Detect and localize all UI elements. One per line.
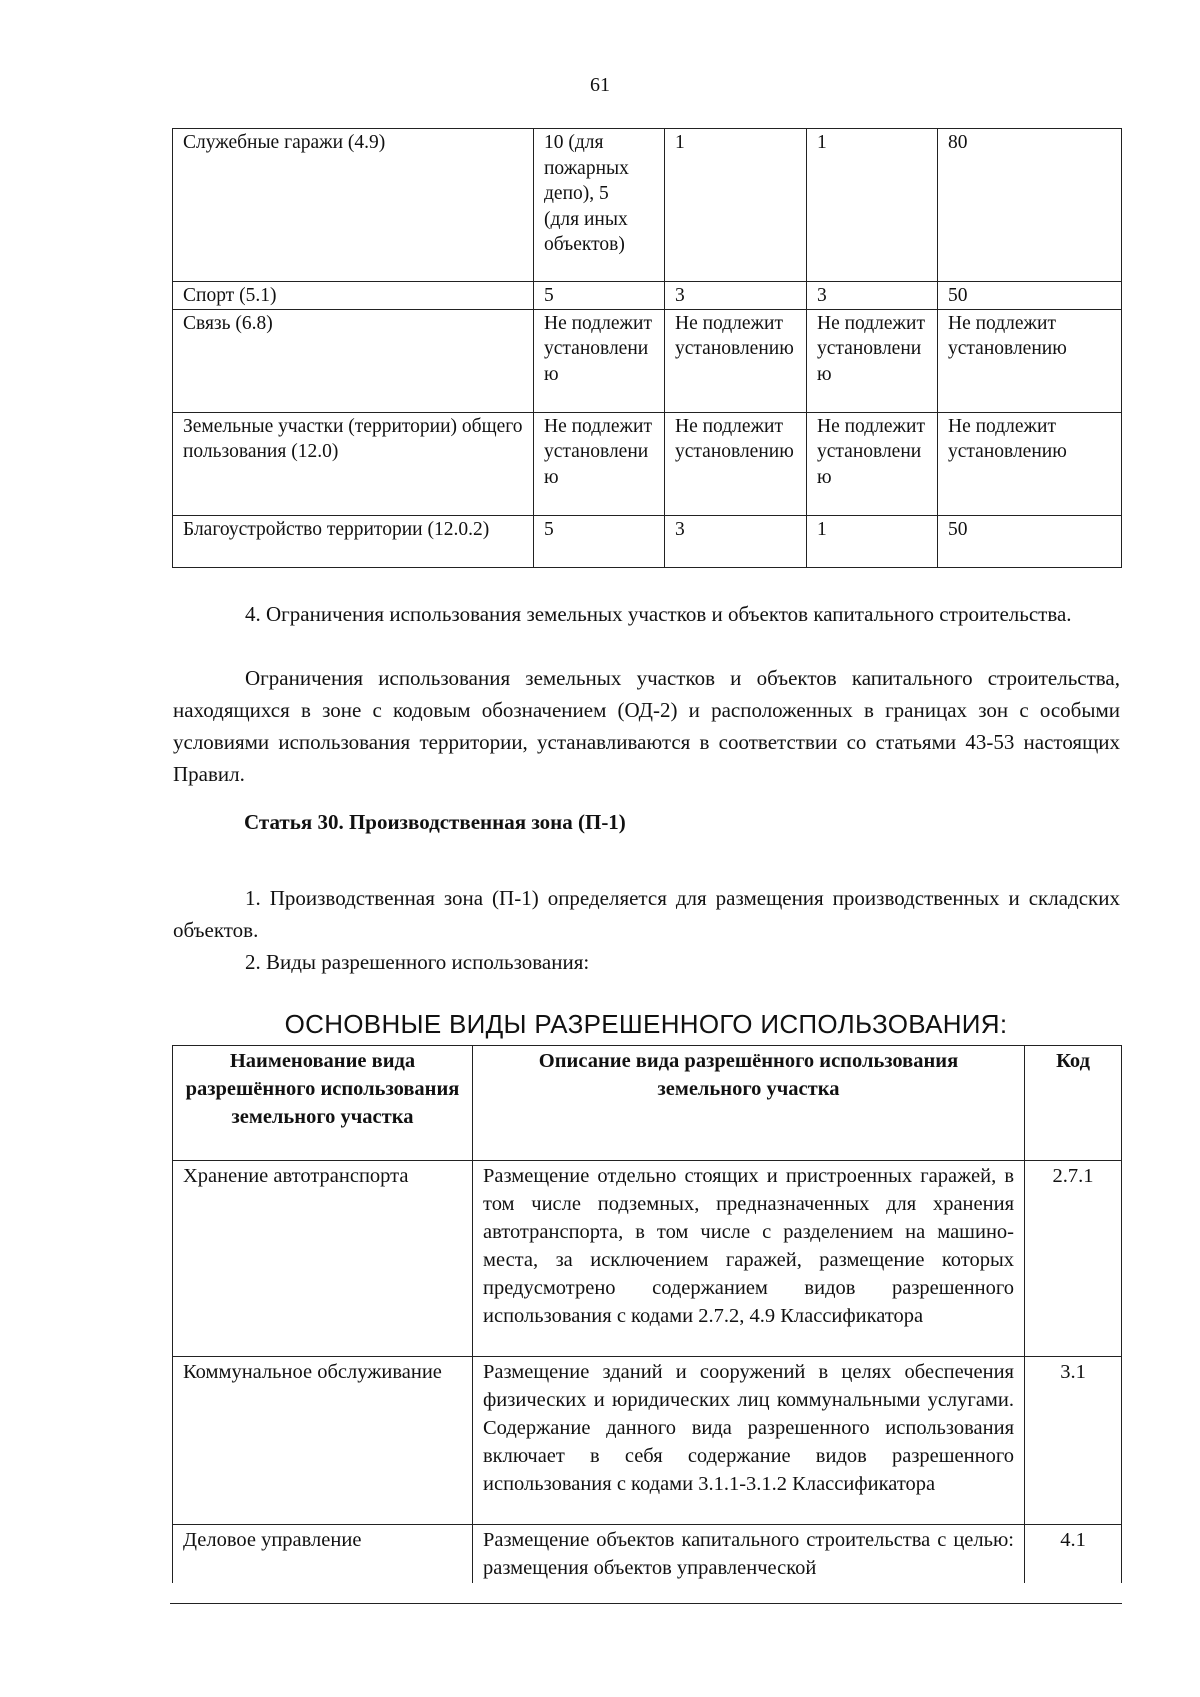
table-cell: 10 (для пожарных депо), 5 (для иных объектов): [534, 129, 665, 282]
table-cell: Не подлежит установлению: [938, 309, 1122, 412]
table-cell: 80: [938, 129, 1122, 282]
table-cell: Связь (6.8): [173, 309, 534, 412]
table-cell: 3: [807, 282, 938, 310]
table-row: [173, 412, 1122, 515]
table-cell: 50: [938, 515, 1122, 567]
article-heading: Статья 30. Производственная зона (П-1): [244, 810, 626, 834]
table-cell: Не подлежит установлению: [665, 309, 807, 412]
table-cell: 1: [807, 129, 938, 282]
table-cell: 3: [665, 515, 807, 567]
table-row: [173, 515, 1122, 567]
page-footer-rule: [170, 1603, 1122, 1604]
table-row: [173, 1357, 1122, 1525]
table-header-row: [173, 1046, 1122, 1161]
table-cell: 3: [665, 282, 807, 310]
paragraph: 4. Ограничения использования земельных участков и объектов капитального строительства.: [245, 602, 1072, 626]
table-cell: Не подлежит установлению: [534, 412, 665, 515]
table-cell: Не подлежит установлению: [807, 309, 938, 412]
paragraph: 1. Производственная зона (П-1) определяется для размещения производственных и складских объектов.: [173, 886, 1120, 942]
zone-parameters-table: [172, 128, 1122, 568]
table-cell: Размещение зданий и сооружений в целях обеспечения физических и юридических лиц коммунальными услугами. Содержание данного вида разрешенного использования включает в себя содержание видов разрешенного использования с кодами 3.1.1-3.1.2 Классификатора: [473, 1357, 1025, 1525]
table-cell: Хранение автотранспорта: [173, 1161, 473, 1357]
section-title: ОСНОВНЫЕ ВИДЫ РАЗРЕШЕННОГО ИСПОЛЬЗОВАНИЯ:: [284, 1009, 1008, 1039]
table-cell: 4.1: [1025, 1525, 1122, 1583]
column-header: Код: [1025, 1046, 1122, 1161]
table-cell: Деловое управление: [173, 1525, 473, 1583]
table-cell: Размещение отдельно стоящих и пристроенных гаражей, в том числе подземных, предназначенных для хранения автотранспорта, в том числе с разделением на машино-места, за исключением гаражей, размещение которых предусмотрено содержанием видов разрешенного использования с кодами 2.7.2, 4.9 Классификатора: [473, 1161, 1025, 1357]
permitted-use-table: [172, 1045, 1122, 1583]
table-cell: 50: [938, 282, 1122, 310]
paragraph: 2. Виды разрешенного использования:: [245, 950, 590, 974]
column-header: Описание вида разрешённого использования земельного участка: [473, 1046, 1025, 1161]
table-cell: Спорт (5.1): [173, 282, 534, 310]
table-cell: 1: [807, 515, 938, 567]
table-cell: Не подлежит установлению: [665, 412, 807, 515]
table-row: [173, 309, 1122, 412]
table-cell: Не подлежит установлению: [807, 412, 938, 515]
table-row: [173, 282, 1122, 310]
paragraph: Ограничения использования земельных участков и объектов капитального строительства, находящихся в зоне с кодовым обозначением (ОД-2) и расположенных в границах зон с особыми условиями использования территории, устанавливаются в соответствии со статьями 43-53 настоящих Правил.: [173, 666, 1120, 786]
table-cell: Не подлежит установлению: [534, 309, 665, 412]
table-cell: Земельные участки (территории) общего пользования (12.0): [173, 412, 534, 515]
table-cell: 3.1: [1025, 1357, 1122, 1525]
table-cell: Благоустройство территории (12.0.2): [173, 515, 534, 567]
table-cell: Коммунальное обслуживание: [173, 1357, 473, 1525]
table-cell: Размещение объектов капитального строительства с целью: размещения объектов управленческой: [473, 1525, 1025, 1583]
table-cell: 5: [534, 515, 665, 567]
table-cell: Не подлежит установлению: [938, 412, 1122, 515]
table-row: [173, 129, 1122, 282]
table-cell: 1: [665, 129, 807, 282]
table-row: [173, 1161, 1122, 1357]
table-cell: 2.7.1: [1025, 1161, 1122, 1357]
table-cell: 5: [534, 282, 665, 310]
table-cell: Служебные гаражи (4.9): [173, 129, 534, 282]
page-number: 61: [590, 74, 610, 96]
column-header: Наименование вида разрешённого использования земельного участка: [173, 1046, 473, 1161]
table-row: [173, 1525, 1122, 1583]
